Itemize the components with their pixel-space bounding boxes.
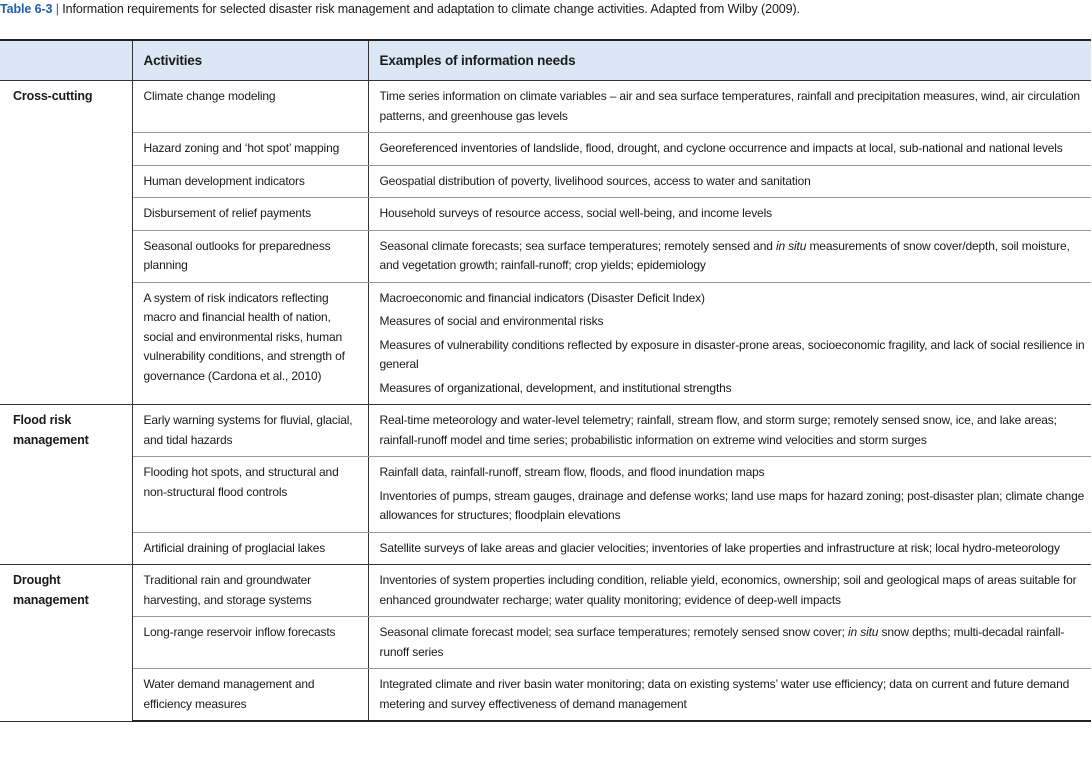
table-row	[0, 532, 1091, 565]
information-need: Measures of vulnerability conditions reflected by exposure in disaster-prone areas, socioeconomic fragility, and lack of social resilience in general	[379, 337, 1085, 371]
table-number: Table 6-3	[0, 2, 53, 16]
needs-cell	[368, 617, 1091, 669]
needs-header: Examples of information needs	[368, 40, 1091, 81]
activity-cell: Long-range reservoir inflow forecasts	[132, 617, 368, 669]
table-row	[0, 669, 1091, 722]
needs-cell	[368, 165, 1091, 198]
information-need: Real-time meteorology and water-level telemetry; rainfall, stream flow, and storm surge; remotely sensed snow, ice, and lake areas; rainfall-runoff model and time series; probabilistic information on extreme wind velocities and storm surges	[379, 413, 1057, 447]
category-cell: Flood risk management	[0, 405, 132, 565]
needs-cell	[368, 133, 1091, 166]
information-need: Macroeconomic and financial indicators (Disaster Deficit Index)	[379, 290, 705, 305]
table-row	[0, 230, 1091, 282]
activity-cell: Disbursement of relief payments	[132, 198, 368, 231]
header-row	[0, 40, 1091, 81]
activity-cell: Water demand management and efficiency measures	[132, 669, 368, 722]
table-row	[0, 282, 1091, 405]
in-situ-term: in situ	[848, 625, 879, 639]
table-row	[0, 617, 1091, 669]
information-need: Satellite surveys of lake areas and glacier velocities; inventories of lake properties and infrastructure at risk; local hydro-meteorology	[379, 540, 1060, 555]
table-body	[0, 81, 1091, 722]
activity-cell: Early warning systems for fluvial, glacial, and tidal hazards	[132, 405, 368, 457]
needs-cell	[368, 457, 1091, 533]
category-header	[0, 40, 132, 81]
table-row	[0, 405, 1091, 457]
activity-cell: Human development indicators	[132, 165, 368, 198]
table-row	[0, 81, 1091, 133]
information-need: Georeferenced inventories of landslide, flood, drought, and cyclone occurrence and impacts at local, sub-national and national levels	[379, 141, 1063, 155]
activity-cell: Hazard zoning and ‘hot spot’ mapping	[132, 133, 368, 166]
activity-cell: Flooding hot spots, and structural and non-structural flood controls	[132, 457, 368, 533]
category-cell: Cross-cutting	[0, 81, 132, 405]
table-row	[0, 457, 1091, 533]
caption-separator: |	[55, 2, 59, 16]
needs-cell	[368, 565, 1091, 617]
information-need: Seasonal climate forecasts; sea surface temperatures; remotely sensed and in situ measurements of snow cover/depth, soil moisture, and vegetation growth; rainfall-runoff; crop yields; epidemiology	[379, 238, 1070, 272]
table-row	[0, 165, 1091, 198]
activity-cell: A system of risk indicators reflecting macro and financial health of nation, social and environmental risks, human vulnerability conditions, and strength of governance (Cardona et al., 2010)	[132, 282, 368, 405]
needs-cell	[368, 81, 1091, 133]
needs-cell	[368, 405, 1091, 457]
caption-text: Information requirements for selected disaster risk management and adaptation to climate change activities. Adapted from Wilby (2009).	[62, 2, 800, 16]
information-need: Seasonal climate forecast model; sea surface temperatures; remotely sensed snow cover; in situ snow depths; multi-decadal rainfall-runoff series	[379, 625, 1065, 659]
activity-cell: Traditional rain and groundwater harvesting, and storage systems	[132, 565, 368, 617]
activity-cell: Artificial draining of proglacial lakes	[132, 532, 368, 565]
information-need: Measures of social and environmental risks	[379, 314, 604, 328]
table-header	[0, 40, 1091, 81]
information-requirements-table	[0, 39, 1091, 722]
information-need: Measures of organizational, development, and institutional strengths	[379, 380, 732, 395]
needs-cell	[368, 282, 1091, 405]
information-need: Integrated climate and river basin water monitoring; data on existing systems’ water use efficiency; data on current and future demand metering and survey effectiveness of demand management	[379, 677, 1070, 711]
information-need: Time series information on climate variables – air and sea surface temperatures, rainfall and precipitation measures, wind, air circulation patterns, and greenhouse gas levels	[379, 89, 1080, 123]
needs-cell	[368, 230, 1091, 282]
activity-cell: Seasonal outlooks for preparedness planning	[132, 230, 368, 282]
needs-cell	[368, 532, 1091, 565]
information-need: Rainfall data, rainfall-runoff, stream flow, floods, and flood inundation maps	[379, 465, 765, 479]
table-row	[0, 565, 1091, 617]
category-cell: Drought management	[0, 565, 132, 722]
information-need: Household surveys of resource access, social well-being, and income levels	[379, 206, 772, 220]
information-need: Inventories of system properties including condition, reliable yield, economics, ownership; soil and geological maps of areas suitable for enhanced groundwater recharge; water quality monitoring; evidence of deep-well impacts	[379, 573, 1077, 607]
needs-cell	[368, 198, 1091, 231]
activities-header: Activities	[132, 40, 368, 81]
table-row	[0, 198, 1091, 231]
information-need: Geospatial distribution of poverty, livelihood sources, access to water and sanitation	[379, 173, 811, 188]
information-need: Inventories of pumps, stream gauges, drainage and defense works; land use maps for hazard zoning; post-disaster plan; climate change allowances for structures; floodplain elevations	[379, 488, 1085, 522]
activity-cell: Climate change modeling	[132, 81, 368, 133]
needs-cell	[368, 669, 1091, 722]
table-caption	[0, 0, 1092, 18]
in-situ-term: in situ	[775, 238, 807, 253]
table-row	[0, 133, 1091, 166]
